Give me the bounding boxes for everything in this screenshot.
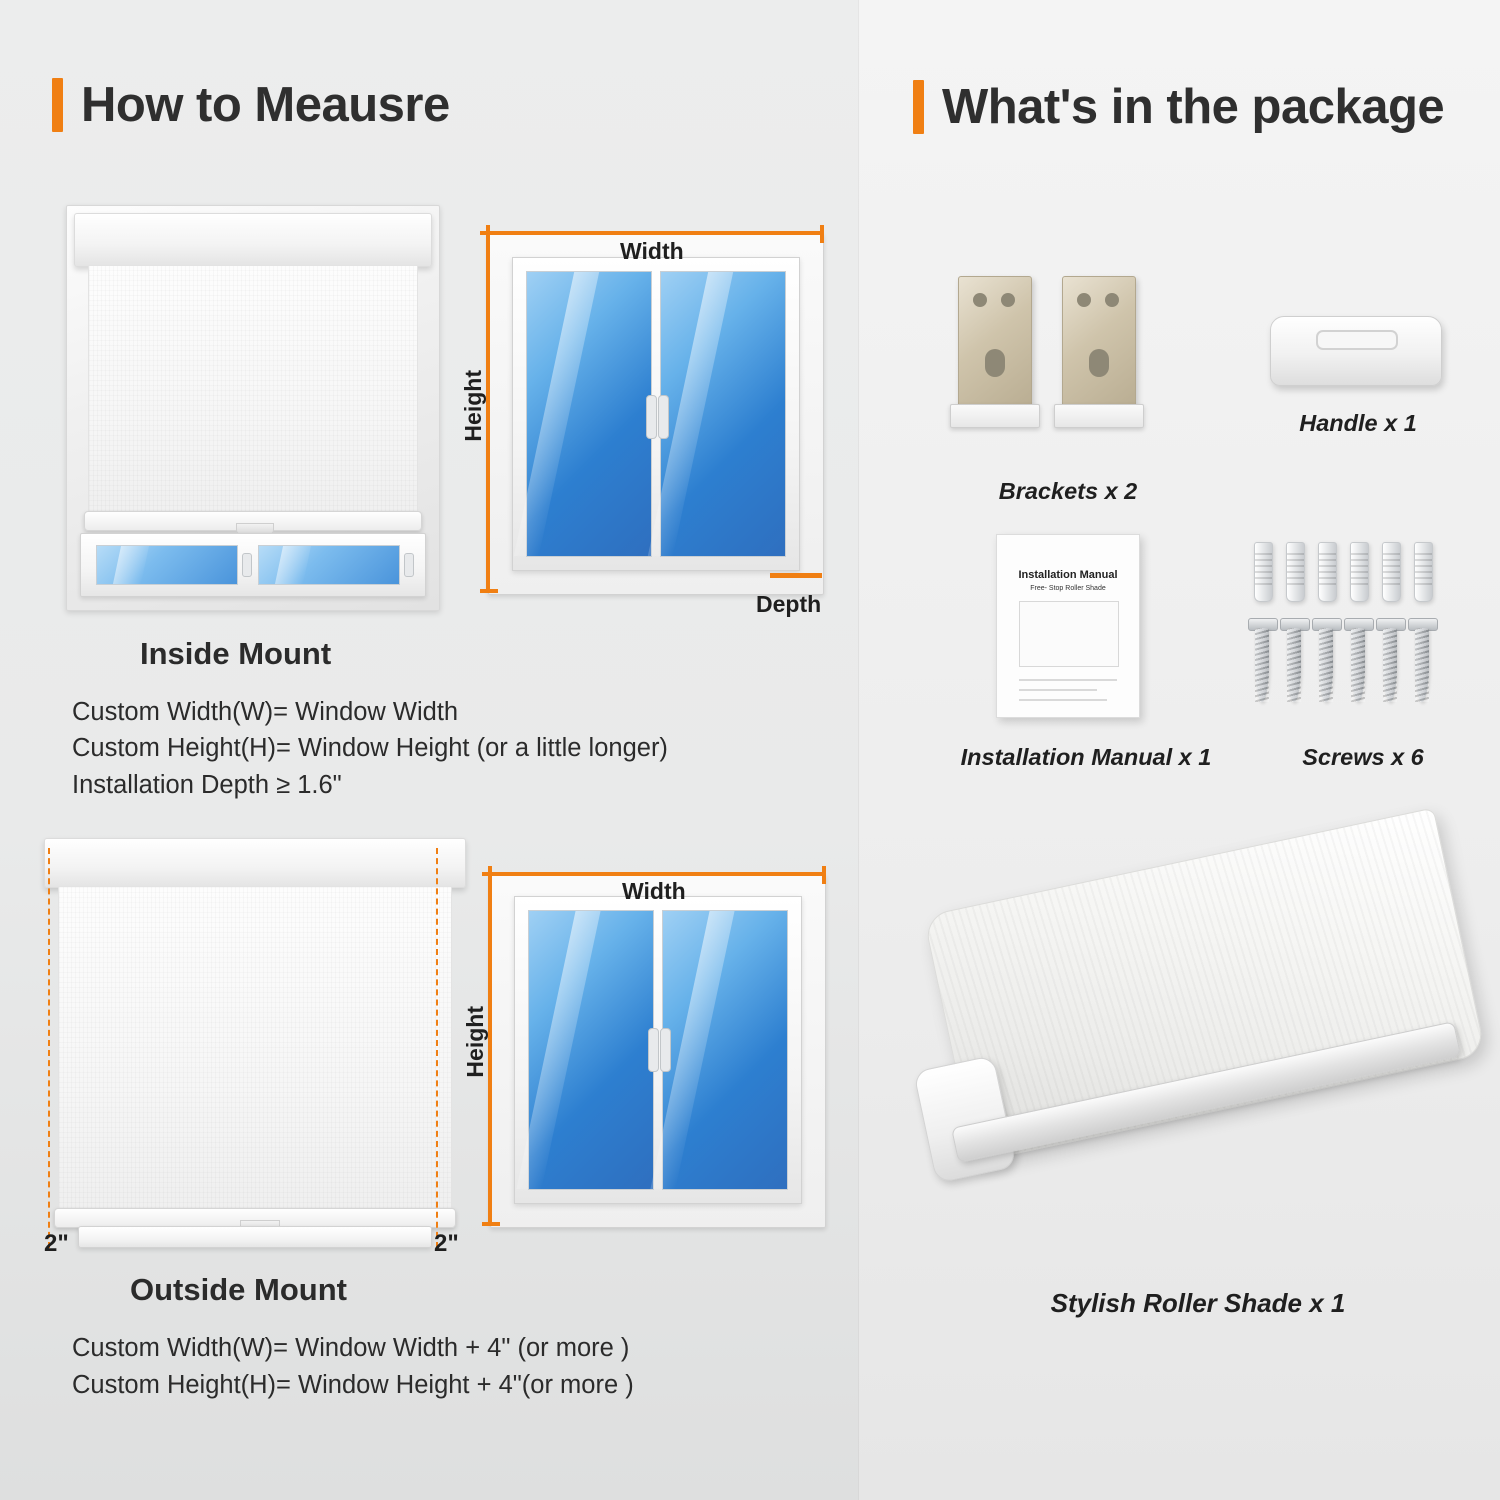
- package-title-text: What's in the package: [942, 79, 1445, 134]
- outside-mount-illustration: [44, 838, 464, 1258]
- handle-body: [1270, 316, 1442, 386]
- bracket-hole: [1105, 293, 1119, 307]
- wall-anchor: [1382, 542, 1401, 602]
- overhang-left-label: 2": [44, 1230, 69, 1257]
- window-handle-left: [646, 395, 657, 439]
- bracket-hole: [1077, 293, 1091, 307]
- inside-mount-measure-diagram: [460, 205, 838, 617]
- inside-mount-illustration: [66, 205, 438, 609]
- wall-anchor: [1254, 542, 1273, 602]
- outside-mount-line-1: Custom Width(W)= Window Width + 4" (or more ): [72, 1334, 630, 1362]
- wall-anchor: [1286, 542, 1305, 602]
- screw-shaft: [1319, 628, 1333, 702]
- outside-mount-line-2: Custom Height(H)= Window Height + 4"(or more ): [72, 1371, 634, 1399]
- bracket-2-body: [1062, 276, 1136, 410]
- window-handle-center: [242, 553, 252, 577]
- window-glass-right: [660, 271, 786, 557]
- overhang-guide-left: [48, 848, 50, 1248]
- how-to-measure-title-text: How to Meausre: [81, 77, 450, 132]
- glass-shine: [275, 546, 311, 584]
- handle-grip-slot: [1316, 330, 1398, 350]
- handle-illustration: [1258, 312, 1458, 402]
- screws-illustration: [1248, 542, 1478, 722]
- screw-shaft: [1383, 628, 1397, 702]
- wall-anchor: [1414, 542, 1433, 602]
- height-tick-bottom: [482, 1222, 500, 1226]
- manual-label: Installation Manual x 1: [960, 744, 1212, 770]
- window-handle-right: [660, 1028, 671, 1072]
- window-handle-left: [648, 1028, 659, 1072]
- manual-subtitle-text: Free- Stop Roller Shade: [1030, 585, 1106, 592]
- height-tick-bottom: [480, 589, 498, 593]
- inside-mount-line-3: Installation Depth ≥ 1.6": [72, 771, 342, 799]
- roller-shade-illustration: [913, 900, 1473, 1250]
- window-glass-right: [662, 910, 788, 1190]
- inside-mount-caption: Inside Mount: [140, 636, 332, 671]
- screw-shaft: [1351, 628, 1365, 702]
- manual-text-line: [1019, 679, 1117, 681]
- manual-text-line: [1019, 689, 1097, 691]
- height-label: Height: [460, 370, 486, 442]
- window-glass-left: [526, 271, 652, 557]
- window-sill: [78, 1226, 432, 1248]
- bracket-2-base: [1054, 404, 1144, 428]
- manual-illustration: [996, 534, 1176, 724]
- brackets-label: Brackets x 2: [998, 478, 1138, 504]
- shade-fabric: [58, 886, 452, 1214]
- window-handle-right: [658, 395, 669, 439]
- outside-mount-measure-diagram: [462, 846, 840, 1246]
- screws-label: Screws x 6: [1302, 744, 1424, 770]
- title-accent-bar: [52, 78, 63, 132]
- depth-measure-line: [770, 573, 822, 578]
- brackets-illustration: [950, 276, 1180, 456]
- window-glass-right: [258, 545, 400, 585]
- screw-shaft: [1255, 628, 1269, 702]
- width-tick-right: [822, 866, 826, 884]
- height-tick-top: [482, 872, 500, 876]
- roller-shade-label: Stylish Roller Shade x 1: [1050, 1288, 1346, 1318]
- shade-fabric: [88, 265, 418, 517]
- title-accent-bar: [913, 80, 924, 134]
- panel-divider: [858, 0, 859, 1500]
- screw-shaft: [1415, 628, 1429, 702]
- manual-title-text: Installation Manual: [1018, 569, 1118, 581]
- how-to-measure-title: [52, 78, 450, 132]
- width-tick-right: [820, 225, 824, 243]
- package-title: [913, 80, 1444, 134]
- bracket-1-base: [950, 404, 1040, 428]
- overhang-right-label: 2": [434, 1230, 459, 1257]
- window-glass-left: [528, 910, 654, 1190]
- glass-shine: [514, 272, 599, 556]
- package-contents-panel: [858, 0, 1500, 1500]
- wall-anchor: [1350, 542, 1369, 602]
- screw-shaft: [1287, 628, 1301, 702]
- glass-shine: [517, 911, 601, 1189]
- depth-label: Depth: [756, 591, 822, 617]
- bracket-slot: [1089, 349, 1109, 377]
- window-handle-right: [404, 553, 414, 577]
- inside-mount-line-1: Custom Width(W)= Window Width: [72, 698, 459, 726]
- bracket-1-body: [958, 276, 1032, 410]
- width-label: Width: [620, 238, 684, 264]
- window-glass-left: [96, 545, 238, 585]
- handle-label: Handle x 1: [1299, 410, 1417, 436]
- width-label: Width: [622, 878, 686, 904]
- glass-shine: [113, 546, 149, 584]
- bracket-hole: [973, 293, 987, 307]
- manual-figure-box: [1019, 601, 1119, 667]
- wall-anchor: [1318, 542, 1337, 602]
- height-tick-top: [480, 231, 498, 235]
- bracket-slot: [985, 349, 1005, 377]
- width-measure-line: [490, 872, 824, 876]
- shade-valance: [44, 838, 466, 888]
- manual-text-line: [1019, 699, 1107, 701]
- shade-valance: [74, 213, 432, 267]
- height-label: Height: [462, 1006, 488, 1078]
- width-measure-line: [488, 231, 822, 235]
- inside-mount-line-2: Custom Height(H)= Window Height (or a little longer): [72, 734, 668, 762]
- outside-mount-caption: Outside Mount: [130, 1272, 347, 1307]
- overhang-guide-right: [436, 848, 438, 1248]
- bracket-hole: [1001, 293, 1015, 307]
